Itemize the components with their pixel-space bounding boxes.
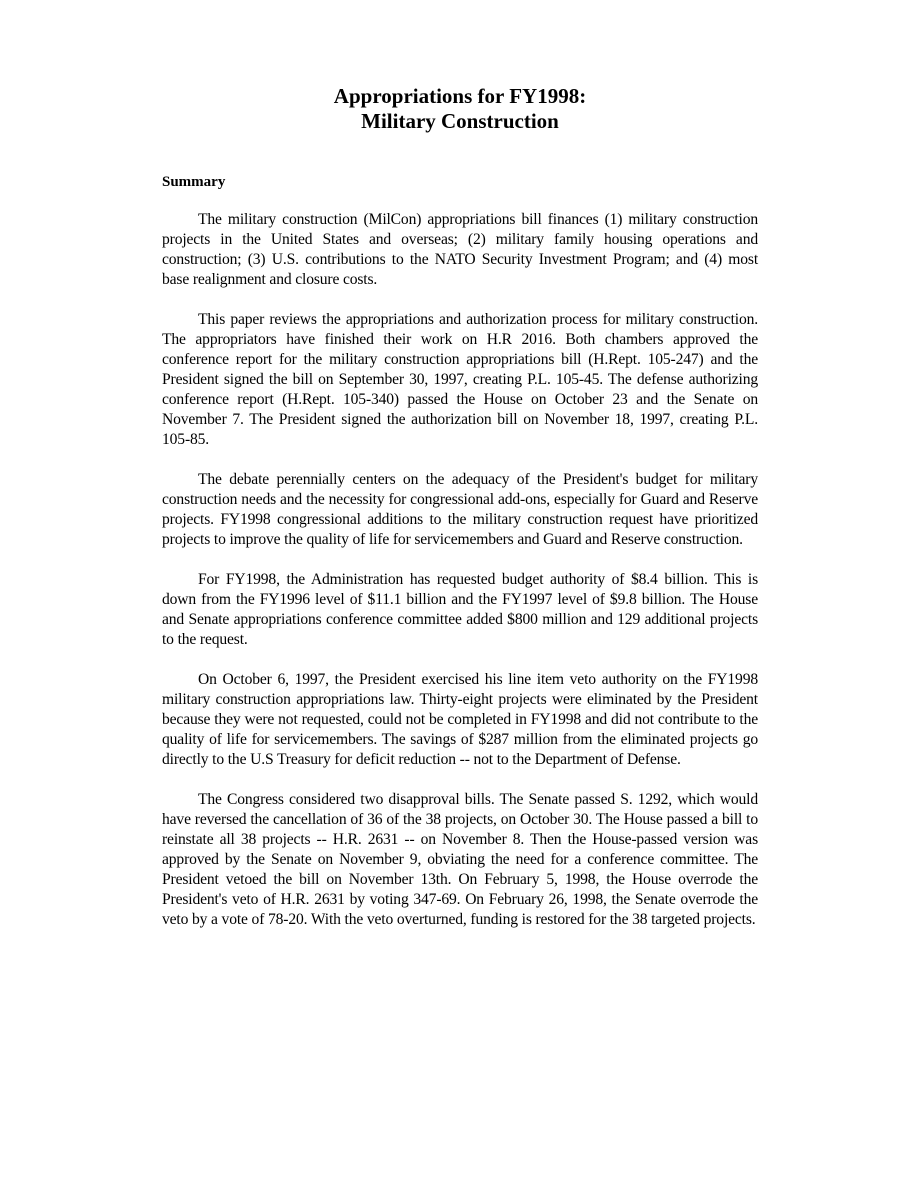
document-title [162, 84, 758, 134]
paragraph-5: On October 6, 1997, the President exercised his line item veto authority on the FY1998 military construction appropriations law. Thirty-eight projects were eliminated by the President because they were not requested, could not be completed in FY1998 and did not contribute to the quality of life for servicemembers. The savings of $287 million from the eliminated projects go directly to the U.S Treasury for deficit reduction -- not to the Department of Defense. [162, 671, 758, 768]
title-line-2: Military Construction [361, 109, 559, 133]
section-heading-summary: Summary [162, 174, 226, 190]
title-line-1: Appropriations for FY1998: [333, 84, 587, 108]
paragraph-1: The military construction (MilCon) appropriations bill finances (1) military construction projects in the United States and overseas; (2) military family housing operations and construction; (3) U.S. contributions to the NATO Security Investment Program; and (4) most base realignment and closure costs. [162, 211, 758, 288]
document-page [162, 84, 758, 928]
paragraph-4: For FY1998, the Administration has requested budget authority of $8.4 billion. This is down from the FY1996 level of $11.1 billion and the FY1997 level of $9.8 billion. The House and Senate appropriations conference committee added $800 million and 129 additional projects to the request. [162, 571, 758, 648]
paragraph-6: The Congress considered two disapproval bills. The Senate passed S. 1292, which would have reversed the cancellation of 36 of the 38 projects, on October 30. The House passed a bill to reinstate all 38 projects -- H.R. 2631 -- on November 8. Then the House-passed version was approved by the Senate on November 9, obviating the need for a conference committee. The President vetoed the bill on November 13th. On February 5, 1998, the House overrode the President's veto of H.R. 2631 by voting 347-69. On February 26, 1998, the Senate overrode the veto by a vote of 78-20. With the veto overturned, funding is restored for the 38 targeted projects. [162, 791, 758, 928]
paragraph-2: This paper reviews the appropriations and authorization process for military construction. The appropriators have finished their work on H.R 2016. Both chambers approved the conference report for the military construction appropriations bill (H.Rept. 105-247) and the President signed the bill on September 30, 1997, creating P.L. 105-45. The defense authorizing conference report (H.Rept. 105-340) passed the House on October 23 and the Senate on November 7. The President signed the authorization bill on November 18, 1997, creating P.L. 105-85. [162, 311, 758, 448]
paragraph-3: The debate perennially centers on the adequacy of the President's budget for military construction needs and the necessity for congressional add-ons, especially for Guard and Reserve projects. FY1998 congressional additions to the military construction request have prioritized projects to improve the quality of life for servicemembers and Guard and Reserve construction. [162, 471, 758, 548]
summary-body [162, 210, 758, 950]
